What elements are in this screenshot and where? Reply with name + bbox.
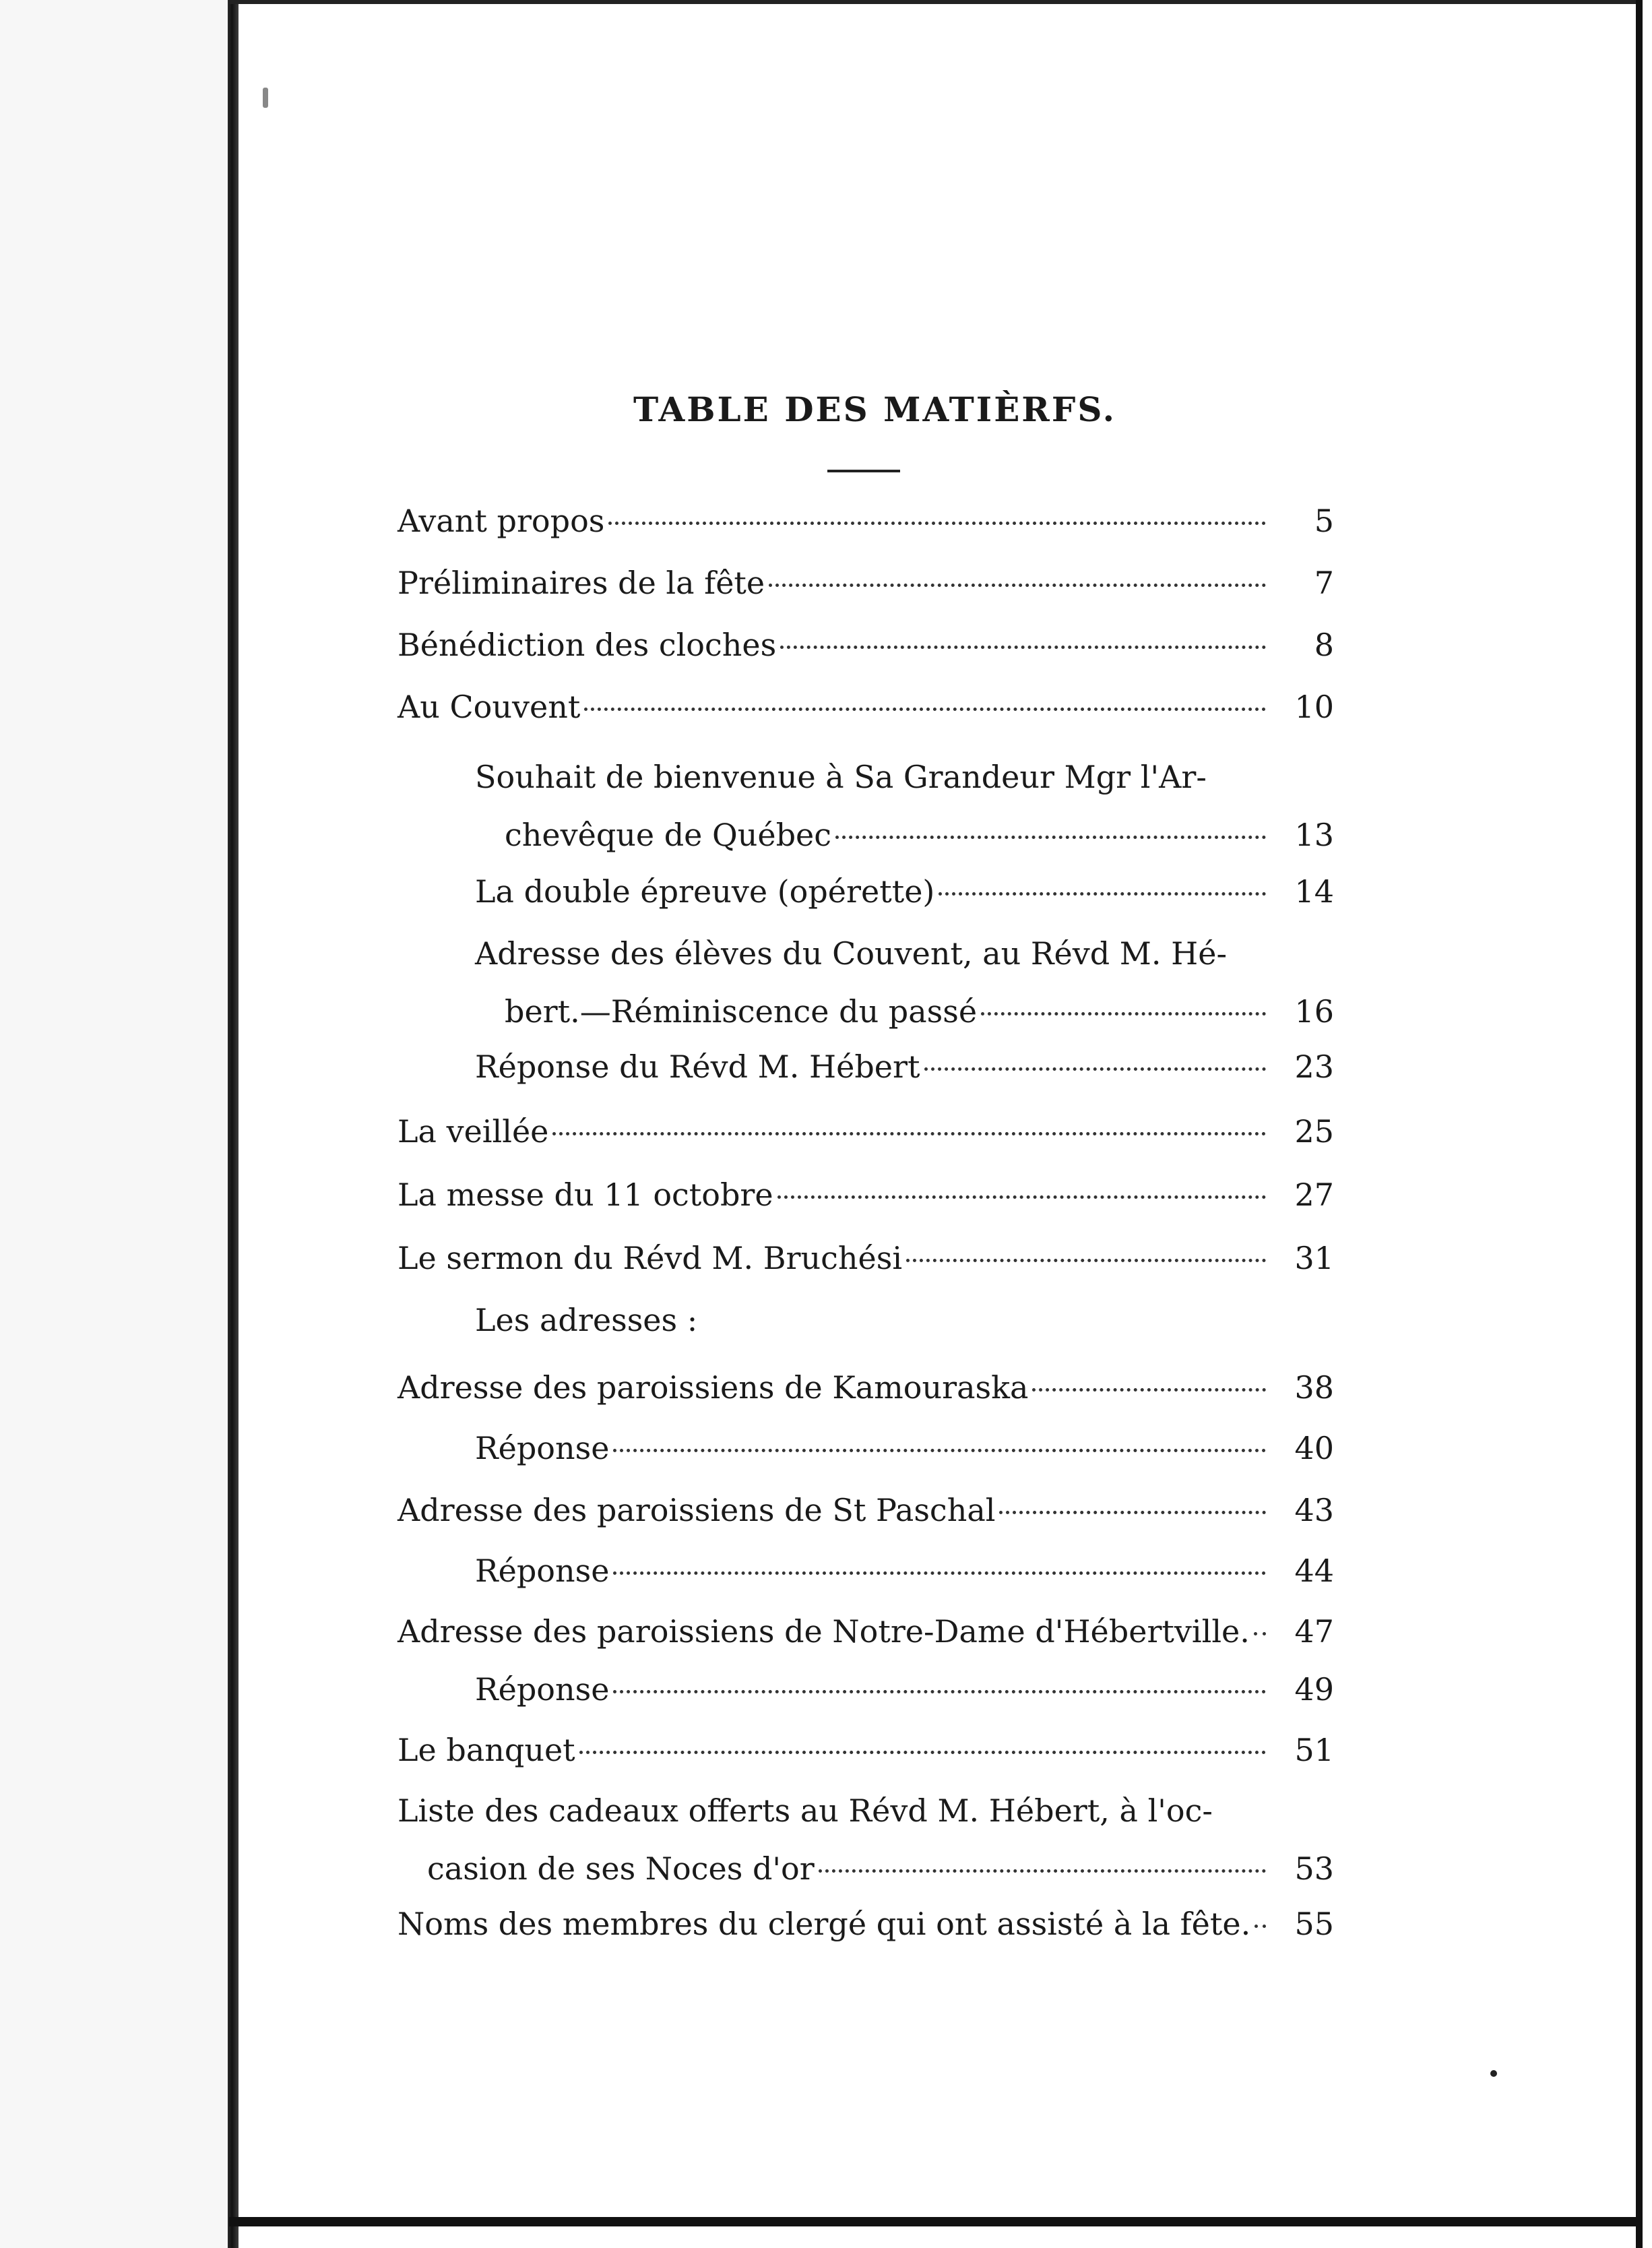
toc-entry [398, 1359, 1334, 1416]
toc-page-number: 53 [1294, 1850, 1334, 1887]
toc-entry-title: Adresse des paroissiens de St Paschal [398, 1492, 996, 1528]
toc-entry-title: La veillée [398, 1113, 549, 1150]
toc-entry-title: Préliminaires de la fête [398, 565, 765, 601]
toc-entry [398, 1229, 1334, 1287]
toc-page-number: 49 [1294, 1671, 1334, 1708]
leader-dots [924, 1067, 1266, 1071]
toc-section-heading [475, 1291, 1334, 1349]
leader-dots [579, 1751, 1266, 1754]
toc-entry-title: Adresse des paroissiens de Kamouraska [398, 1369, 1029, 1406]
toc-entry [475, 1038, 1334, 1096]
toc-entry [475, 863, 1334, 920]
toc-entry-title: Le sermon du Révd M. Bruchési [398, 1240, 903, 1276]
toc-entry [398, 616, 1334, 674]
toc-entry-title: Le banquet [398, 1732, 575, 1768]
leader-dots [780, 646, 1266, 649]
toc-entry-title-line1: Souhait de bienvenue à Sa Grandeur Mgr l'Ar- [475, 759, 1207, 795]
toc-page-number: 40 [1294, 1430, 1334, 1466]
toc-entry-title-line1: Liste des cadeaux offerts au Révd M. Hébert, à l'oc- [398, 1792, 1213, 1829]
toc-page-number: 13 [1294, 817, 1334, 853]
toc-entry [475, 748, 1334, 864]
toc-page-number: 51 [1294, 1732, 1334, 1768]
toc-entry [475, 1660, 1334, 1718]
toc-entry-title-line2: bert.—Réminiscence du passé [505, 993, 978, 1030]
leader-dots [769, 584, 1266, 587]
toc-page-number: 55 [1294, 1906, 1334, 1942]
toc-entry-title-line1: Adresse des élèves du Couvent, au Révd M. Hé- [475, 935, 1228, 972]
toc-entry [398, 678, 1334, 736]
leader-dots [613, 1571, 1266, 1575]
toc-entry [398, 1782, 1334, 1898]
toc-entry [398, 1481, 1334, 1539]
page-title: TABLE DES MATIÈRFS. [633, 389, 1117, 429]
toc-entry-title: Réponse [475, 1430, 610, 1466]
leader-dots [613, 1449, 1266, 1452]
toc-page-number: 47 [1294, 1613, 1334, 1650]
toc-entry-title: Avant propos [398, 503, 605, 539]
toc-entry-title: Adresse des paroissiens de Notre-Dame d'Hébertville. [398, 1613, 1250, 1650]
leader-dots [584, 708, 1266, 711]
toc-entry-title-line2: chevêque de Québec [505, 817, 832, 853]
leader-dots [939, 892, 1266, 896]
toc-entry-title: Réponse [475, 1553, 610, 1589]
toc-page-number: 38 [1294, 1369, 1334, 1406]
toc-page-number: 43 [1294, 1492, 1334, 1528]
leader-dots [999, 1511, 1266, 1514]
toc-entry [398, 1895, 1334, 1953]
toc-page-number: 23 [1294, 1049, 1334, 1085]
leader-dots [608, 522, 1266, 525]
toc-page-number: 44 [1294, 1553, 1334, 1589]
toc-page-number: 25 [1294, 1113, 1334, 1150]
toc-entry [398, 1102, 1334, 1160]
toc-entry [475, 1542, 1334, 1600]
toc-entry-title: Réponse [475, 1671, 610, 1708]
leader-dots [906, 1259, 1266, 1262]
leader-dots [613, 1690, 1266, 1693]
toc-entry-title-line2: casion de ses Noces d'or [427, 1850, 815, 1887]
toc-entry-title: La messe du 11 octobre [398, 1177, 773, 1213]
toc-entry [475, 925, 1334, 1040]
leader-dots [777, 1195, 1266, 1199]
leader-dots [835, 836, 1266, 839]
toc-entry-title: Noms des membres du clergé qui ont assisté à la fête. [398, 1906, 1251, 1942]
toc-entry-title: Les adresses : [475, 1302, 698, 1338]
toc-page-number: 5 [1314, 503, 1334, 539]
leader-dots [981, 1012, 1266, 1016]
toc-entry [398, 1602, 1334, 1660]
leader-dots [1254, 1925, 1266, 1928]
toc-entry-title: Réponse du Révd M. Hébert [475, 1049, 920, 1085]
toc-entry [398, 1166, 1334, 1224]
leader-dots [552, 1132, 1266, 1135]
toc-entry-title: La double épreuve (opérette) [475, 873, 935, 910]
leader-dots [1032, 1388, 1266, 1392]
toc-entry [398, 554, 1334, 612]
toc-page-number: 31 [1294, 1240, 1334, 1276]
toc-page-number: 8 [1314, 627, 1334, 663]
toc-page-number: 14 [1294, 873, 1334, 910]
leader-dots [819, 1869, 1266, 1873]
toc-entry [398, 492, 1334, 550]
toc-page-number: 10 [1294, 689, 1334, 725]
toc-entry [475, 1419, 1334, 1477]
toc-entry [398, 1721, 1334, 1779]
toc-page-number: 16 [1294, 993, 1334, 1030]
toc-entry-title: Bénédiction des cloches [398, 627, 777, 663]
toc-entry-title: Au Couvent [398, 689, 581, 725]
toc-page-number: 27 [1294, 1177, 1334, 1213]
toc-page-number: 7 [1314, 565, 1334, 601]
leader-dots [1254, 1632, 1266, 1635]
